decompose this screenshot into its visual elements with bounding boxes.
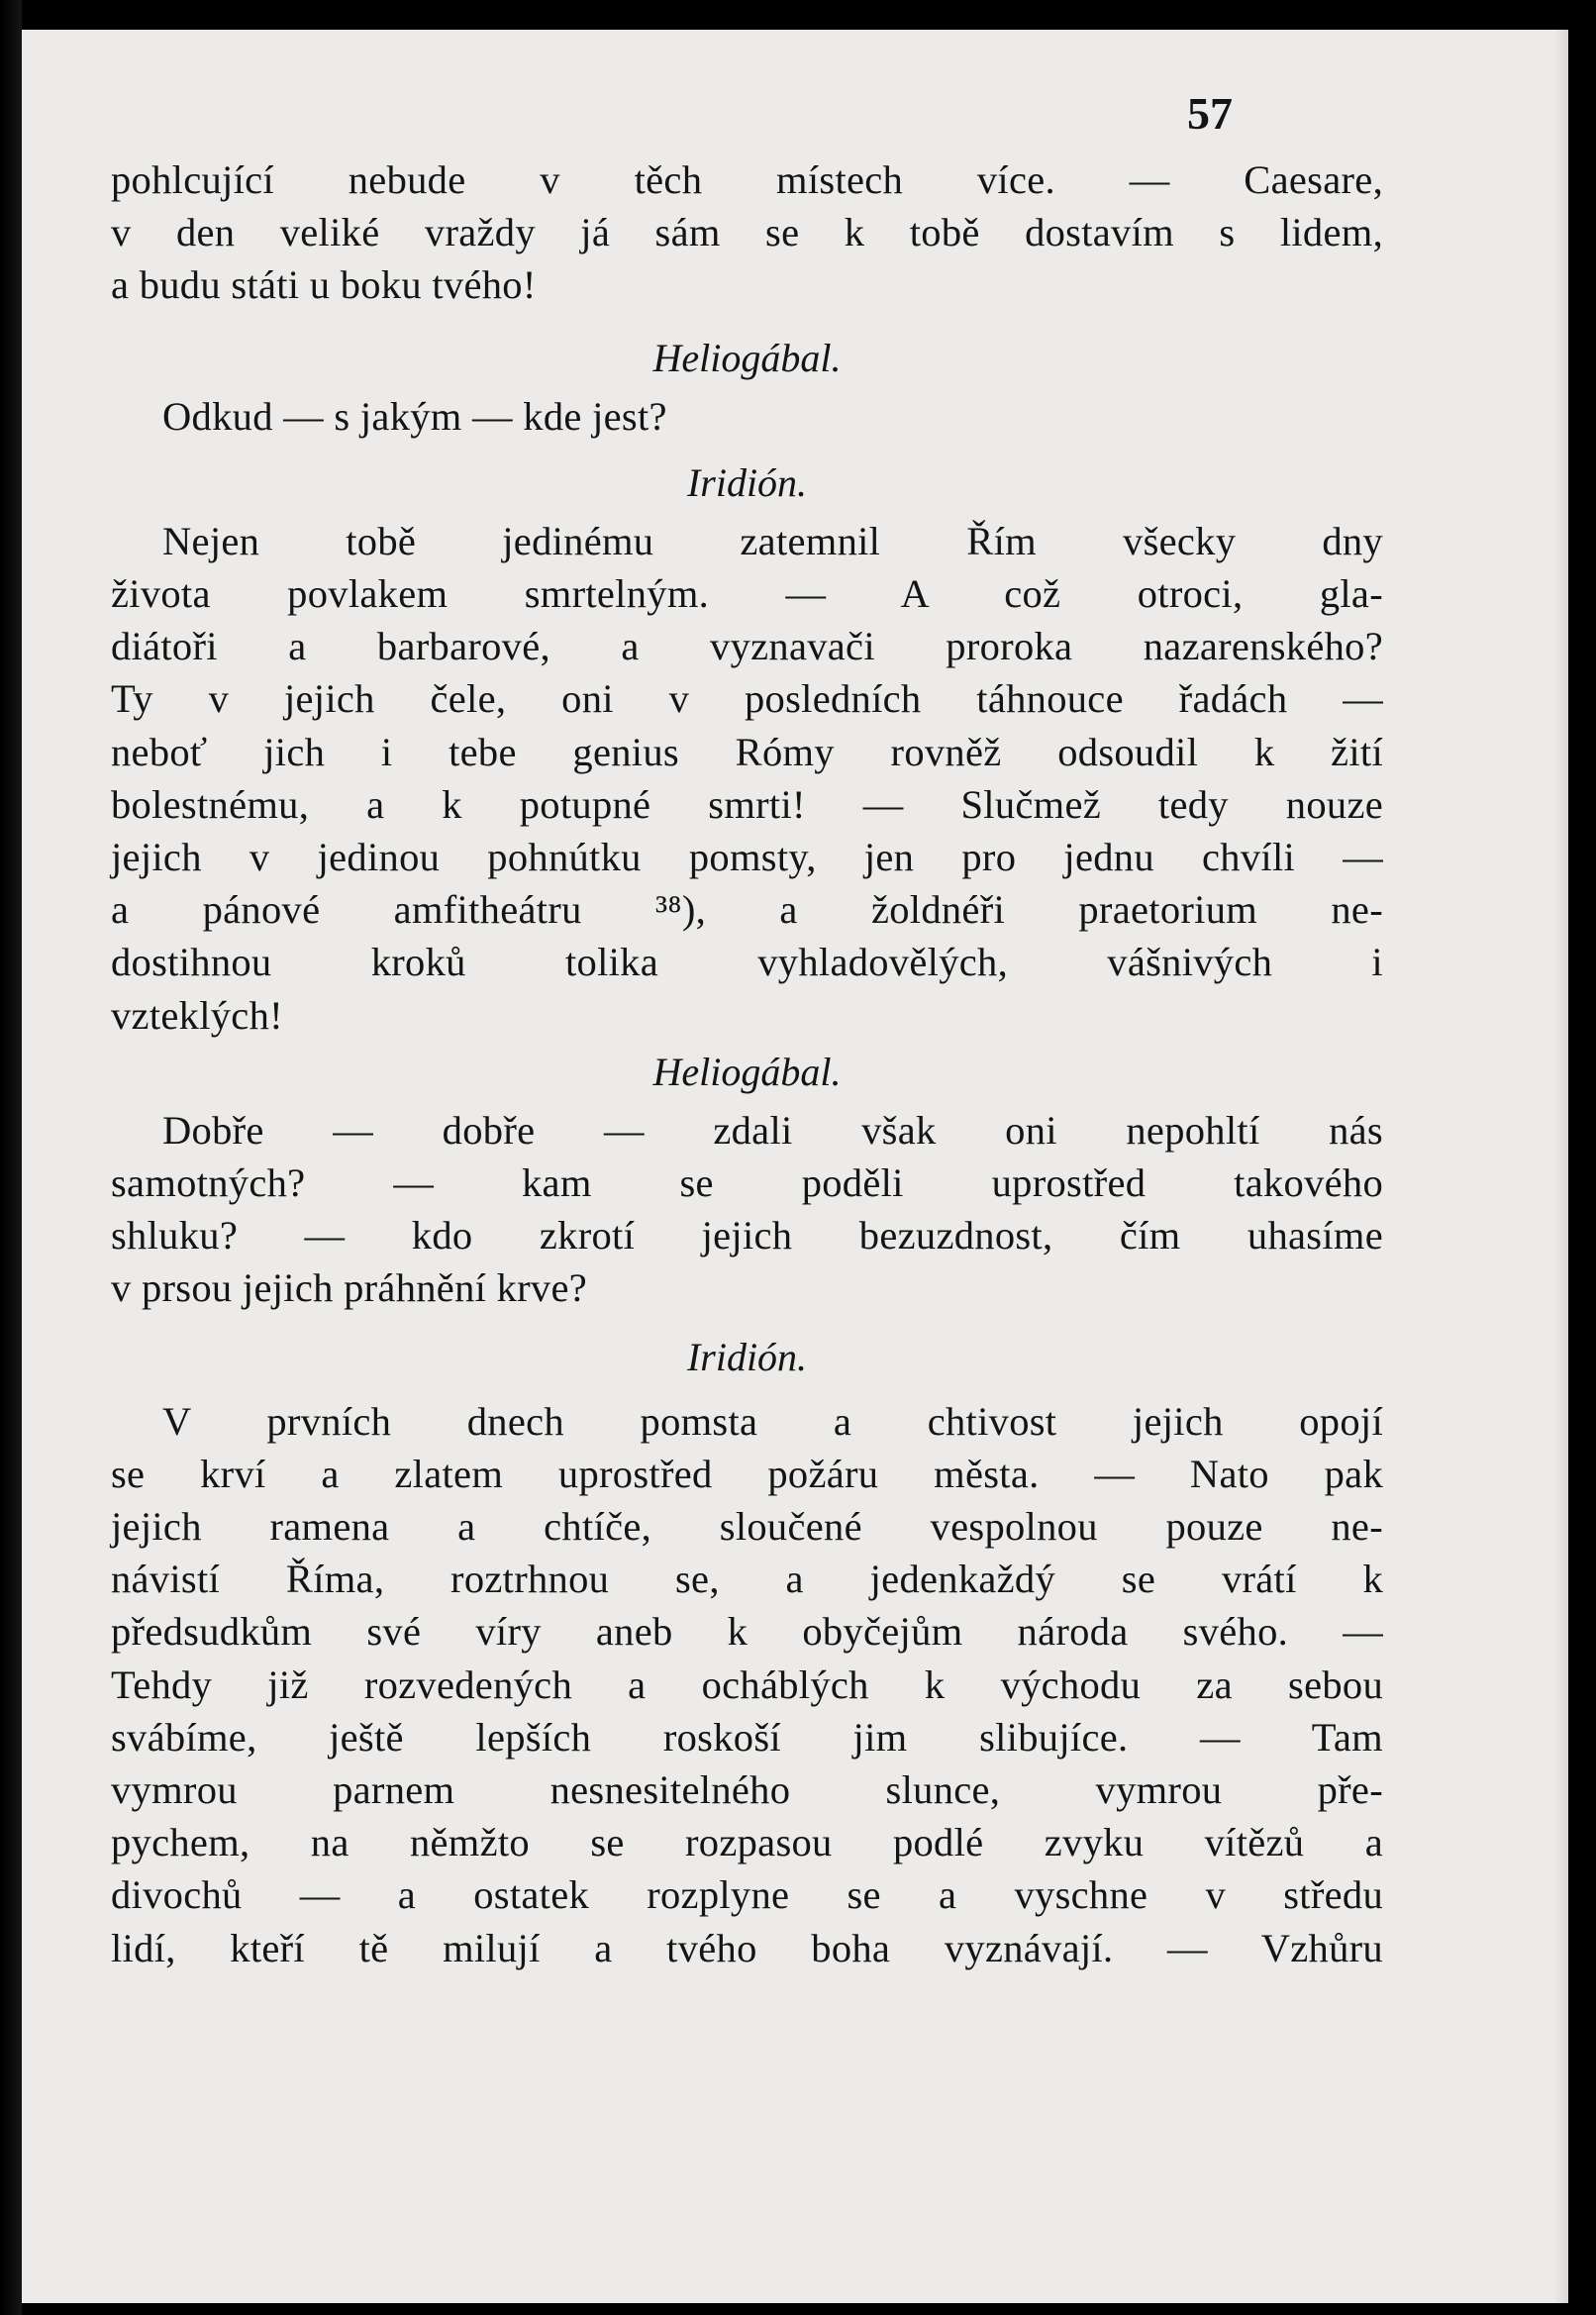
text-line: lidí, kteří tě milují a tvého boha vyznávají. — Vzhůru xyxy=(111,1925,1383,1970)
page-number: 57 xyxy=(1187,88,1233,139)
text-line: v den veliké vraždy já sám se k tobě dostavím s lidem, xyxy=(111,210,1383,255)
text-line: Ty v jejich čele, oni v posledních táhnouce řadách — xyxy=(111,676,1383,722)
text-line: bolestnému, a k potupné smrti! — Slučmež tedy nouze xyxy=(111,781,1383,827)
text-line: předsudkům své víry aneb k obyčejům národa svého. — xyxy=(111,1609,1383,1655)
speaker-heading: Heliogábal. xyxy=(652,1049,842,1094)
text-line: pychem, na němžto se rozpasou podlé zvyku vítězů a xyxy=(111,1820,1383,1865)
scan-border xyxy=(0,0,22,2315)
speaker-heading: Heliogábal. xyxy=(652,335,842,380)
text-line: a budu státi u boku tvého! xyxy=(111,262,537,308)
text-line: V prvních dnech pomsta a chtivost jejich opojí xyxy=(162,1398,1383,1444)
text-line: Dobře — dobře — zdali však oni nepohltí nás xyxy=(162,1107,1383,1153)
text-line: diátoři a barbarové, a vyznavači proroka nazarenského? xyxy=(111,624,1383,669)
text-line: života povlakem smrtelným. — A což otroci, gla- xyxy=(111,571,1383,617)
paragraph-5 xyxy=(111,1395,1383,1974)
text-line: dostihnou kroků tolika vyhladovělých, vášnivých i xyxy=(111,940,1383,985)
paragraph-3 xyxy=(111,515,1383,1042)
text-block xyxy=(111,153,1383,1974)
text-line: v prsou jejich práhnění krve? xyxy=(111,1265,588,1311)
text-line: jejich ramena a chtíče, sloučené vespolnou pouze ne- xyxy=(111,1504,1383,1550)
speaker-heading: Iridión. xyxy=(686,459,808,505)
text-line: návistí Říma, roztrhnou se, a jedenkaždý se vrátí k xyxy=(111,1557,1383,1602)
text-line: shluku? — kdo zkrotí jejich bezuzdnost, čím uhasíme xyxy=(111,1213,1383,1258)
paragraph-2 xyxy=(111,390,1383,443)
text-line: vzteklých! xyxy=(111,992,283,1038)
paragraph-4 xyxy=(111,1104,1383,1315)
text-line: se krví a zlatem uprostřed požáru města. — Nato pak xyxy=(111,1451,1383,1496)
text-line: Tehdy již rozvedených a ocháblých k východu za sebou xyxy=(111,1661,1383,1707)
speaker-heading: Iridión. xyxy=(686,1334,808,1379)
text-line: Nejen tobě jedinému zatemnil Řím všecky dny xyxy=(162,518,1383,563)
text-line: a pánové amfitheátru ³⁸), a žoldnéři praetorium ne- xyxy=(111,887,1383,933)
text-line: vymrou parnem nesnesitelného slunce, vymrou pře- xyxy=(111,1767,1383,1813)
paper-edge-shade xyxy=(1554,30,1568,2303)
text-line: svábíme, ještě lepších roskoší jim slibujíce. — Tam xyxy=(111,1714,1383,1760)
text-line: Odkud — s jakým — kde jest? xyxy=(162,393,667,439)
text-line: pohlcující nebude v těch místech více. — Caesare, xyxy=(111,157,1383,202)
paragraph-1 xyxy=(111,153,1383,312)
text-line: samotných? — kam se poděli uprostřed takového xyxy=(111,1160,1383,1206)
text-line: neboť jich i tebe genius Rómy rovněž odsoudil k žití xyxy=(111,729,1383,774)
text-line: jejich v jedinou pohnútku pomsty, jen pro jednu chvíli — xyxy=(111,835,1383,880)
text-line: divochů — a ostatek rozplyne se a vyschne v středu xyxy=(111,1872,1383,1918)
